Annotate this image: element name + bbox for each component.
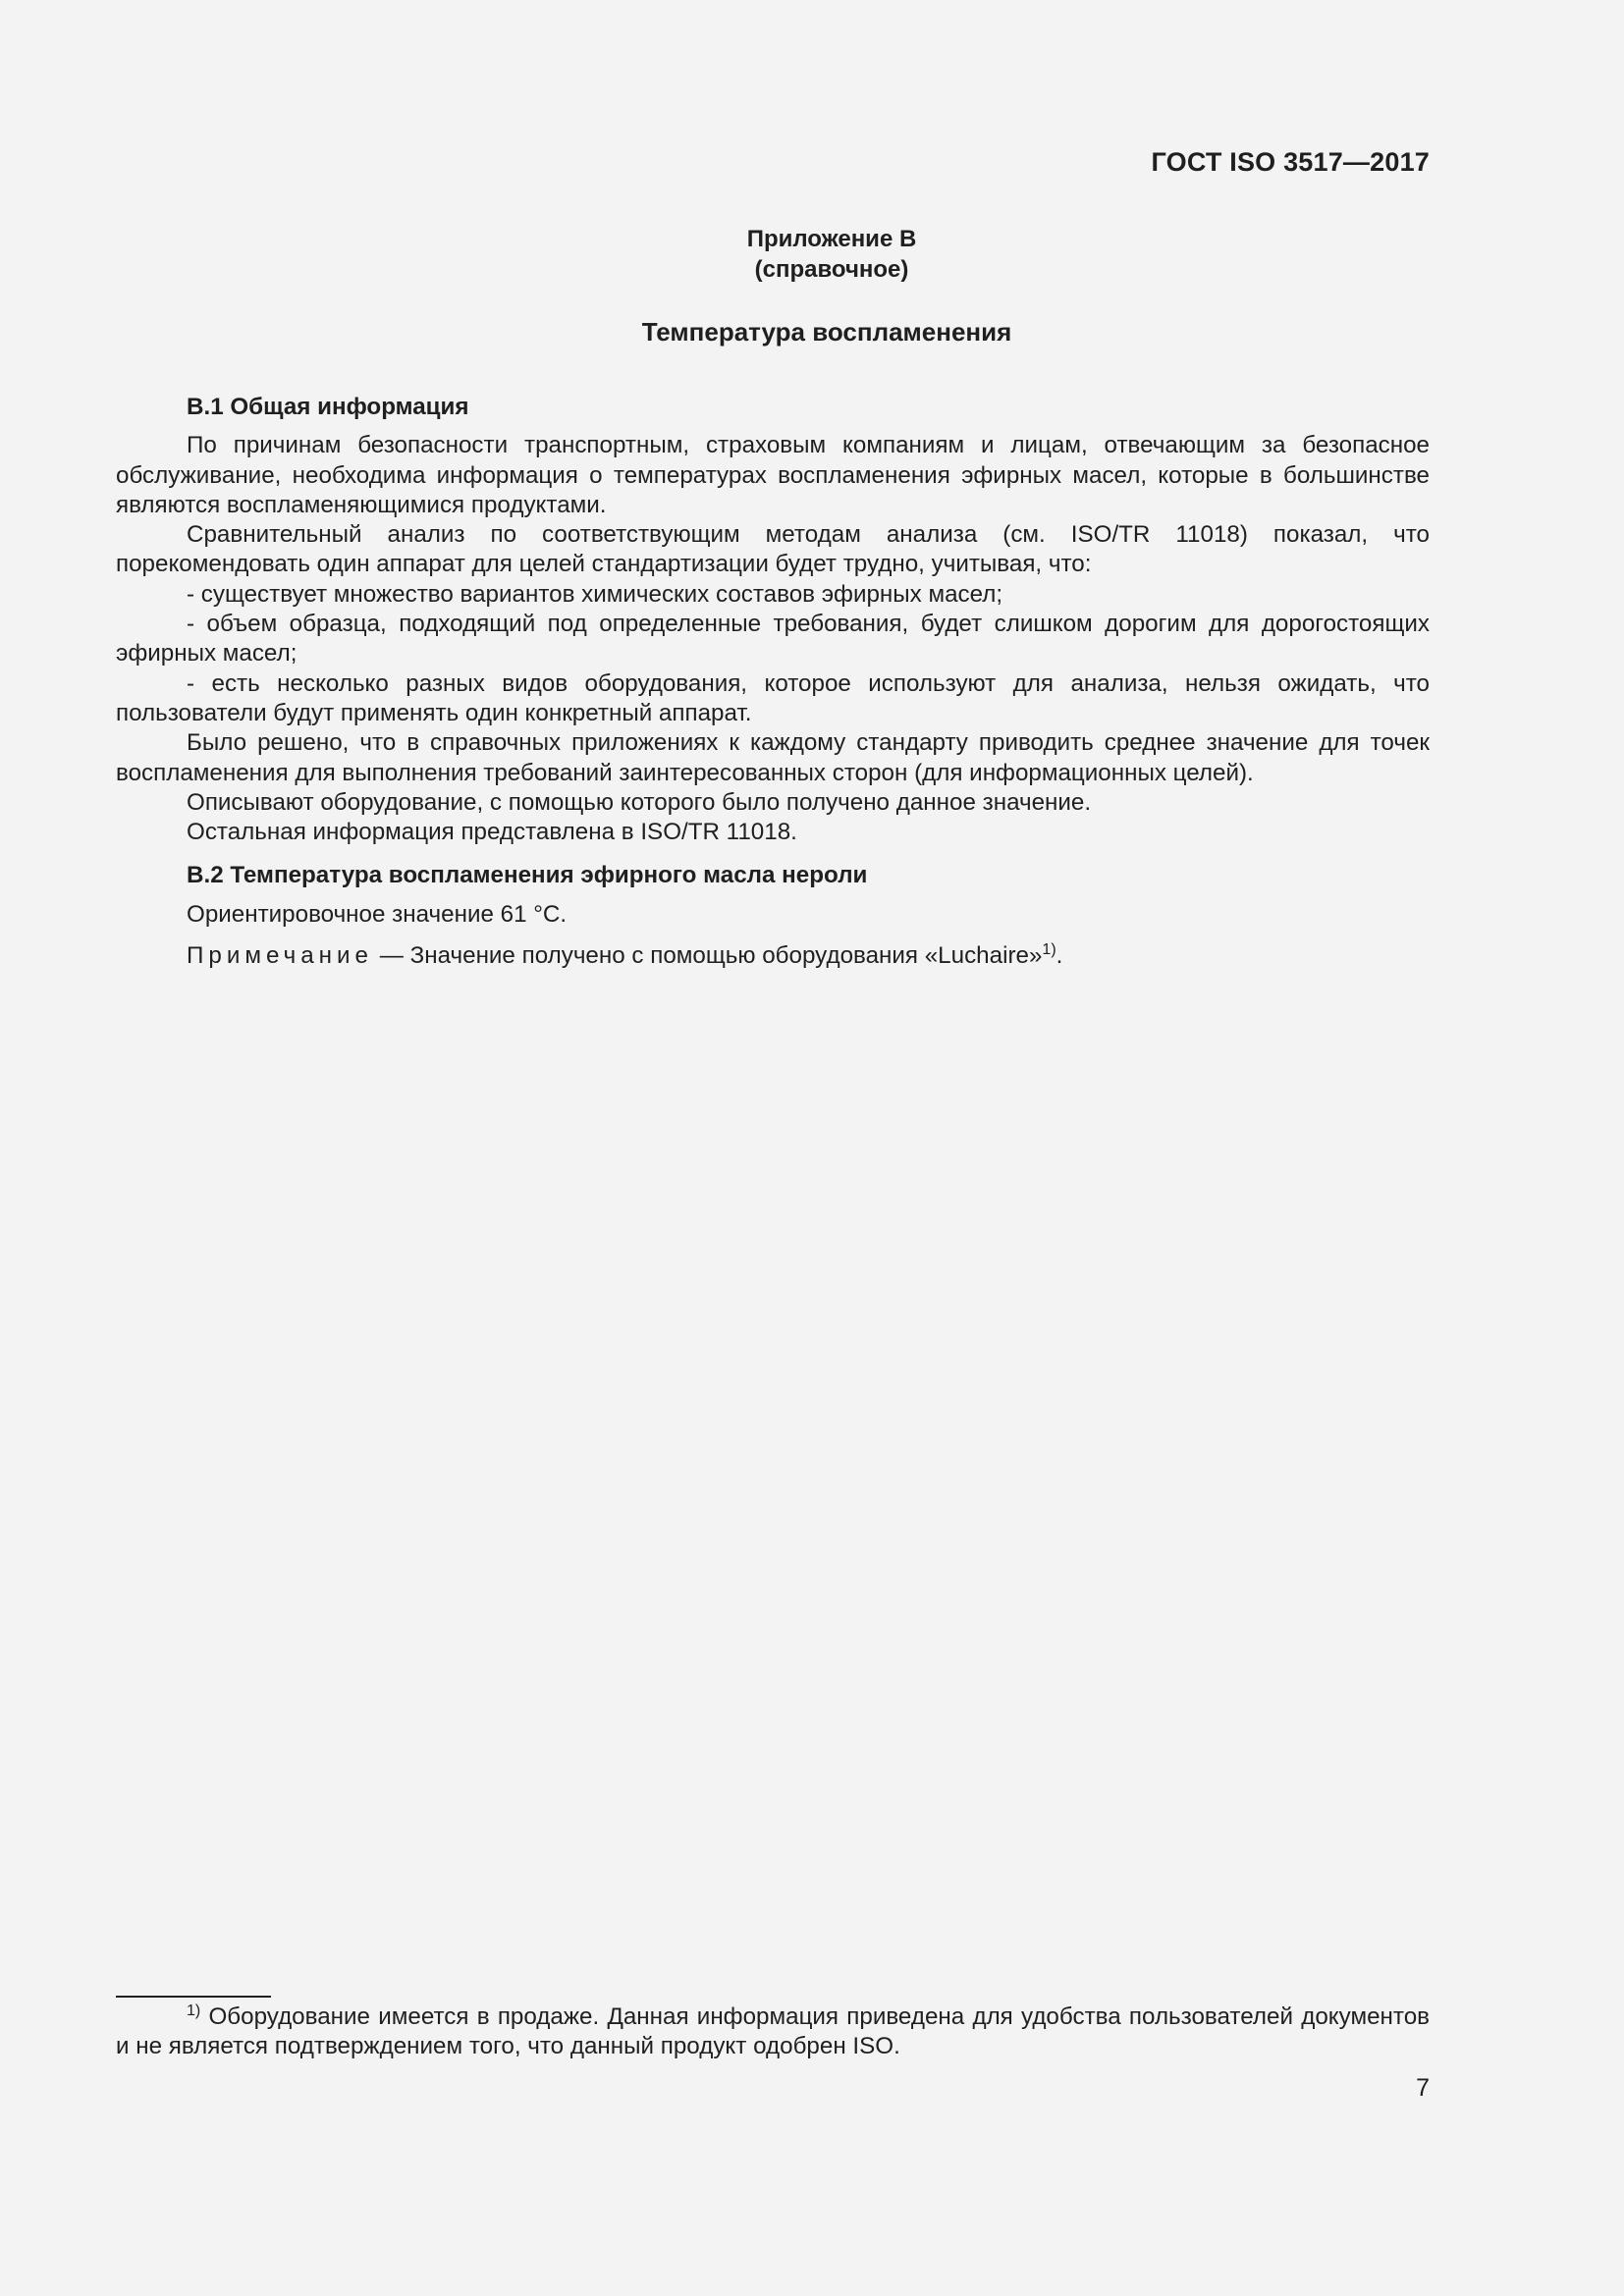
- note-text: — Значение получено с помощью оборудования «Luchaire»: [373, 942, 1043, 970]
- footnote-marker: 1): [187, 2002, 201, 2019]
- paragraph: Остальная информация представлена в ISO/TR 11018.: [187, 819, 797, 846]
- section-heading-b1: В.1 Общая информация: [187, 394, 469, 420]
- document-body: [116, 393, 1430, 971]
- footnote-reference: 1): [1042, 941, 1056, 959]
- approximate-value: Ориентировочное значение 61 °С.: [187, 900, 568, 928]
- annex-title-text: Температура воспламенения: [641, 317, 1012, 347]
- paragraph: Сравнительный анализ по соответствующим методам анализа (см. ISO/TR 11018) показал, что порекомендовать один аппарат для целей стандартизации будет трудно, учитывая, что:: [116, 521, 1430, 578]
- annex-label: Приложение В: [746, 226, 917, 252]
- section-heading-b2: В.2 Температура воспламенения эфирного масла нероли: [187, 862, 868, 889]
- footnote-divider: [116, 1996, 271, 1998]
- list-item: - объем образца, подходящий под определенные требования, будет слишком дорогим для дорогостоящих эфирных масел;: [116, 611, 1430, 667]
- footnote-text: Оборудование имеется в продаже. Данная информация приведена для удобства пользователей документов и не является подтверждением того, что данный продукт одобрен ISO.: [116, 2003, 1430, 2060]
- paragraph: Описывают оборудование, с помощью которого было получено данное значение.: [187, 788, 1092, 816]
- paragraph: Было решено, что в справочных приложениях к каждому стандарту приводить среднее значение для точек воспламенения для выполнения требований заинтересованных сторон (для информационных целей).: [116, 729, 1430, 786]
- note-label: Примечание: [187, 942, 373, 970]
- annex-title: [116, 317, 1430, 347]
- paragraph: По причинам безопасности транспортным, страховым компаниям и лицам, отвечающим за безопасное обслуживание, необходима информация о температурах воспламенения эфирных масел, которые в большинстве являются воспламеняющимися продуктами.: [116, 432, 1430, 518]
- annex-header: [116, 224, 1430, 285]
- document-page: [116, 0, 1430, 2296]
- footnote: [116, 2002, 1430, 2062]
- list-item: - существует множество вариантов химических составов эфирных масел;: [187, 580, 1003, 608]
- document-code: ГОСТ ISO 3517—2017: [1151, 147, 1430, 177]
- note-end: .: [1056, 942, 1063, 970]
- note: [116, 941, 1430, 971]
- annex-kind: (справочное): [754, 256, 909, 283]
- page-number: 7: [1416, 2074, 1430, 2102]
- list-item: - есть несколько разных видов оборудования, которое используют для анализа, нельзя ожидать, что пользователи будут применять один конкретный аппарат.: [116, 669, 1430, 726]
